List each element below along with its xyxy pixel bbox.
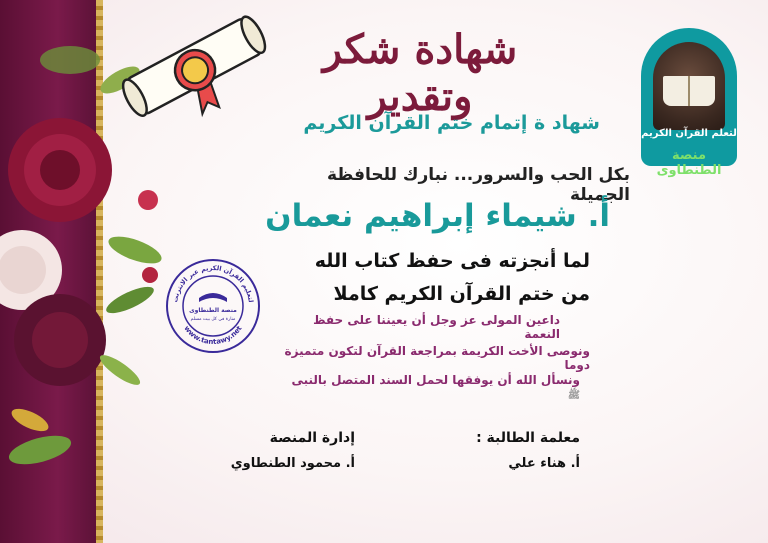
logo-caption: لتعلم القرآن الكريم: [641, 128, 737, 139]
teacher-signature-name: أ. هناء علي: [508, 456, 580, 471]
stamp-top-text: لتعليم القرآن الكريم عبر الانترنت: [171, 263, 255, 304]
diploma-scroll-icon: [110, 8, 280, 128]
platform-stamp: [165, 258, 261, 354]
prayer-line-3: [280, 373, 580, 403]
prayer-line-2: ونوصى الأخت الكريمة بمراجعة القرآن لتكون متميزة دوما: [284, 344, 590, 372]
prayer-line-3-text: ونسأل الله أن يوفقها لحمل السند المتصل بالنبى: [291, 373, 580, 387]
pbuh-glyph: ﷺ: [567, 390, 580, 401]
certificate-subtitle: شهاد ة إتمام ختم القرآن الكريم: [303, 112, 600, 134]
recipient-name: أ. شيماء إبراهيم نعمان: [265, 198, 610, 234]
admin-signature-heading: إدارة المنصة: [269, 430, 355, 446]
admin-signature-name: أ. محمود الطنطاوي: [230, 456, 355, 471]
open-book-icon: [663, 76, 715, 106]
logo-frame: [641, 28, 737, 178]
stamp-center-sub: منارة في كل بيت مسلم: [190, 317, 236, 322]
open-book-icon: [199, 293, 227, 302]
teacher-signature-heading: معلمة الطالبة :: [476, 430, 580, 446]
prayer-line-1: داعين المولى عز وجل أن يعيننا على حفظ النعمة: [313, 313, 560, 341]
certificate-calligraphy-title: شهادة شكر وتقدير: [322, 26, 518, 120]
quran-image: [653, 42, 725, 130]
stamp-url: www.tantawy.net: [182, 324, 244, 347]
achievement-line-2: من ختم القرآن الكريم كاملا: [333, 283, 590, 305]
stamp-center-title: منصة الطنطاوى: [189, 307, 237, 314]
platform-logo: [641, 28, 737, 178]
logo-brand: منصة الطنطاوى: [656, 148, 722, 178]
greeting-text: بكل الحب والسرور... نبارك للحافظة الجميلة: [327, 165, 630, 205]
achievement-line-1: لما أنجزته فى حفظ كتاب الله: [314, 250, 590, 272]
